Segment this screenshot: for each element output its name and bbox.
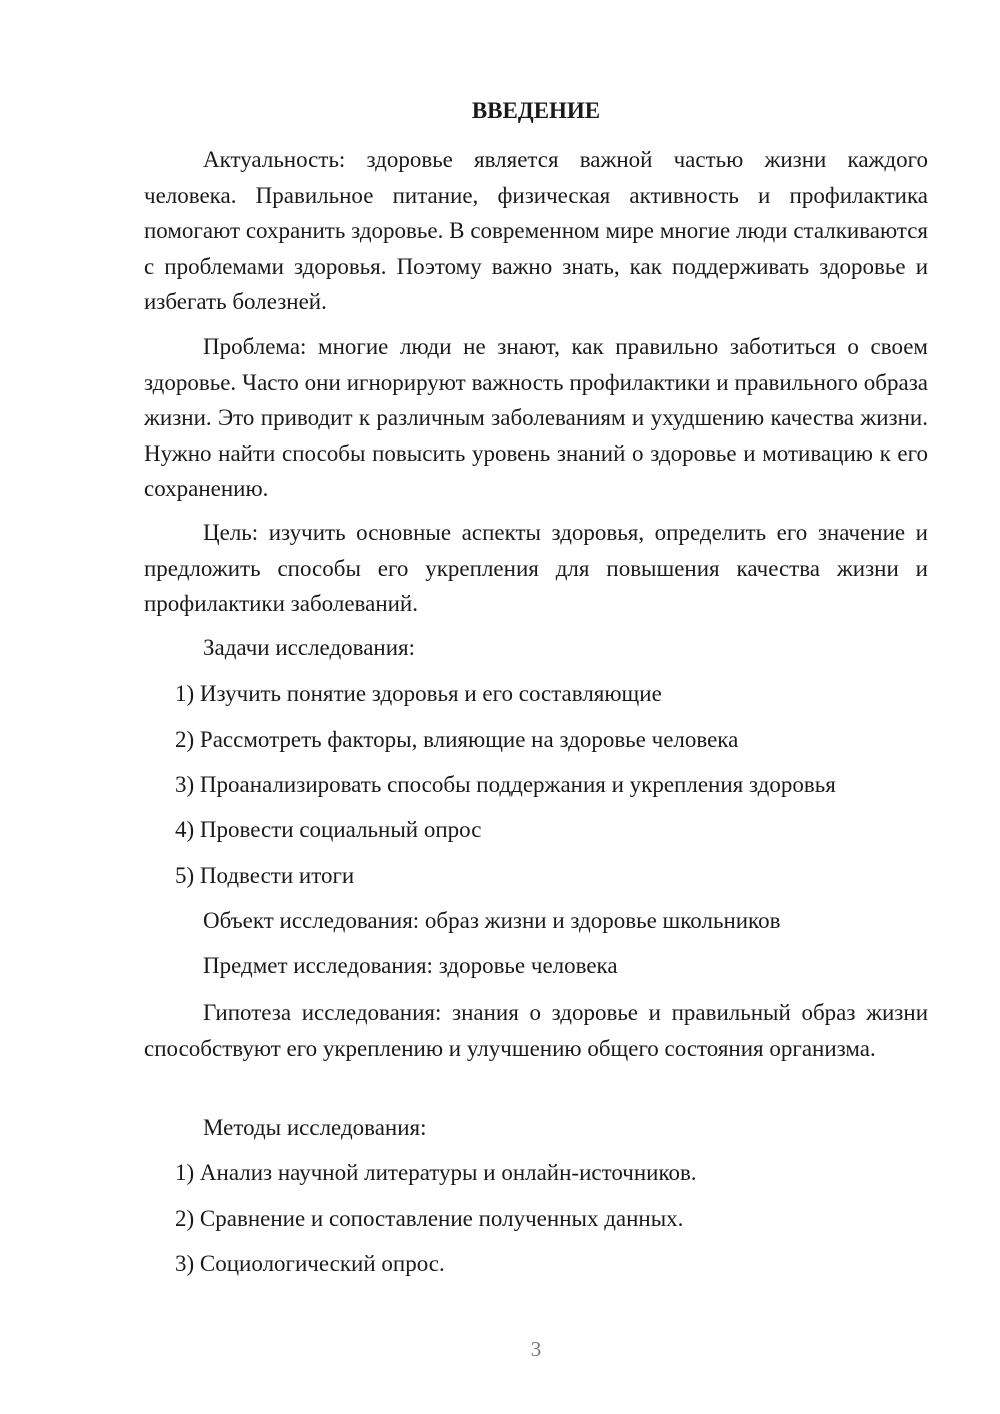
method-item: 2) Сравнение и сопоставление полученных данных. [175,1206,684,1231]
problem-paragraph: Проблема: многие люди не знают, как правильно заботиться о своем здоровье. Часто они игнорируют важность профилактики и правильного образа жизни. Это приводит к различным заболеваниям и ухудшению качества жизни. Нужно найти способы повысить уровень знаний о здоровье и мотивацию к его сохранению. [144,334,928,501]
methods-heading: Методы исследования: [203,1115,427,1140]
hypothesis-paragraph: Гипотеза исследования: знания о здоровье и правильный образ жизни способствуют его укреплению и улучшению общего состояния организма. [144,1000,928,1061]
research-object: Объект исследования: образ жизни и здоровье школьников [203,908,781,933]
task-item: 4) Провести социальный опрос [175,817,482,842]
page-title: ВВЕДЕНИЕ [471,98,601,123]
goal-paragraph: Цель: изучить основные аспекты здоровья, определить его значение и предложить способы его укрепления для повышения качества жизни и профилактики заболеваний. [144,520,928,616]
relevance-paragraph: Актуальность: здоровье является важной частью жизни каждого человека. Правильное питание, физическая активность и профилактика помогают сохранить здоровье. В современном мире многие люди сталкиваются с проблемами здоровья. Поэтому важно знать, как поддерживать здоровье и избегать болезней. [144,147,928,314]
method-item: 3) Социологический опрос. [175,1251,445,1276]
task-item: 1) Изучить понятие здоровья и его составляющие [175,681,662,706]
task-item: 3) Проанализировать способы поддержания и укрепления здоровья [175,772,836,797]
tasks-heading: Задачи исследования: [203,635,416,660]
method-item: 1) Анализ научной литературы и онлайн-источников. [175,1160,697,1185]
task-item: 5) Подвести итоги [175,863,355,888]
research-subject: Предмет исследования: здоровье человека [203,953,618,978]
task-item: 2) Рассмотреть факторы, влияющие на здоровье человека [175,727,739,752]
page-number: 3 [530,1337,542,1361]
